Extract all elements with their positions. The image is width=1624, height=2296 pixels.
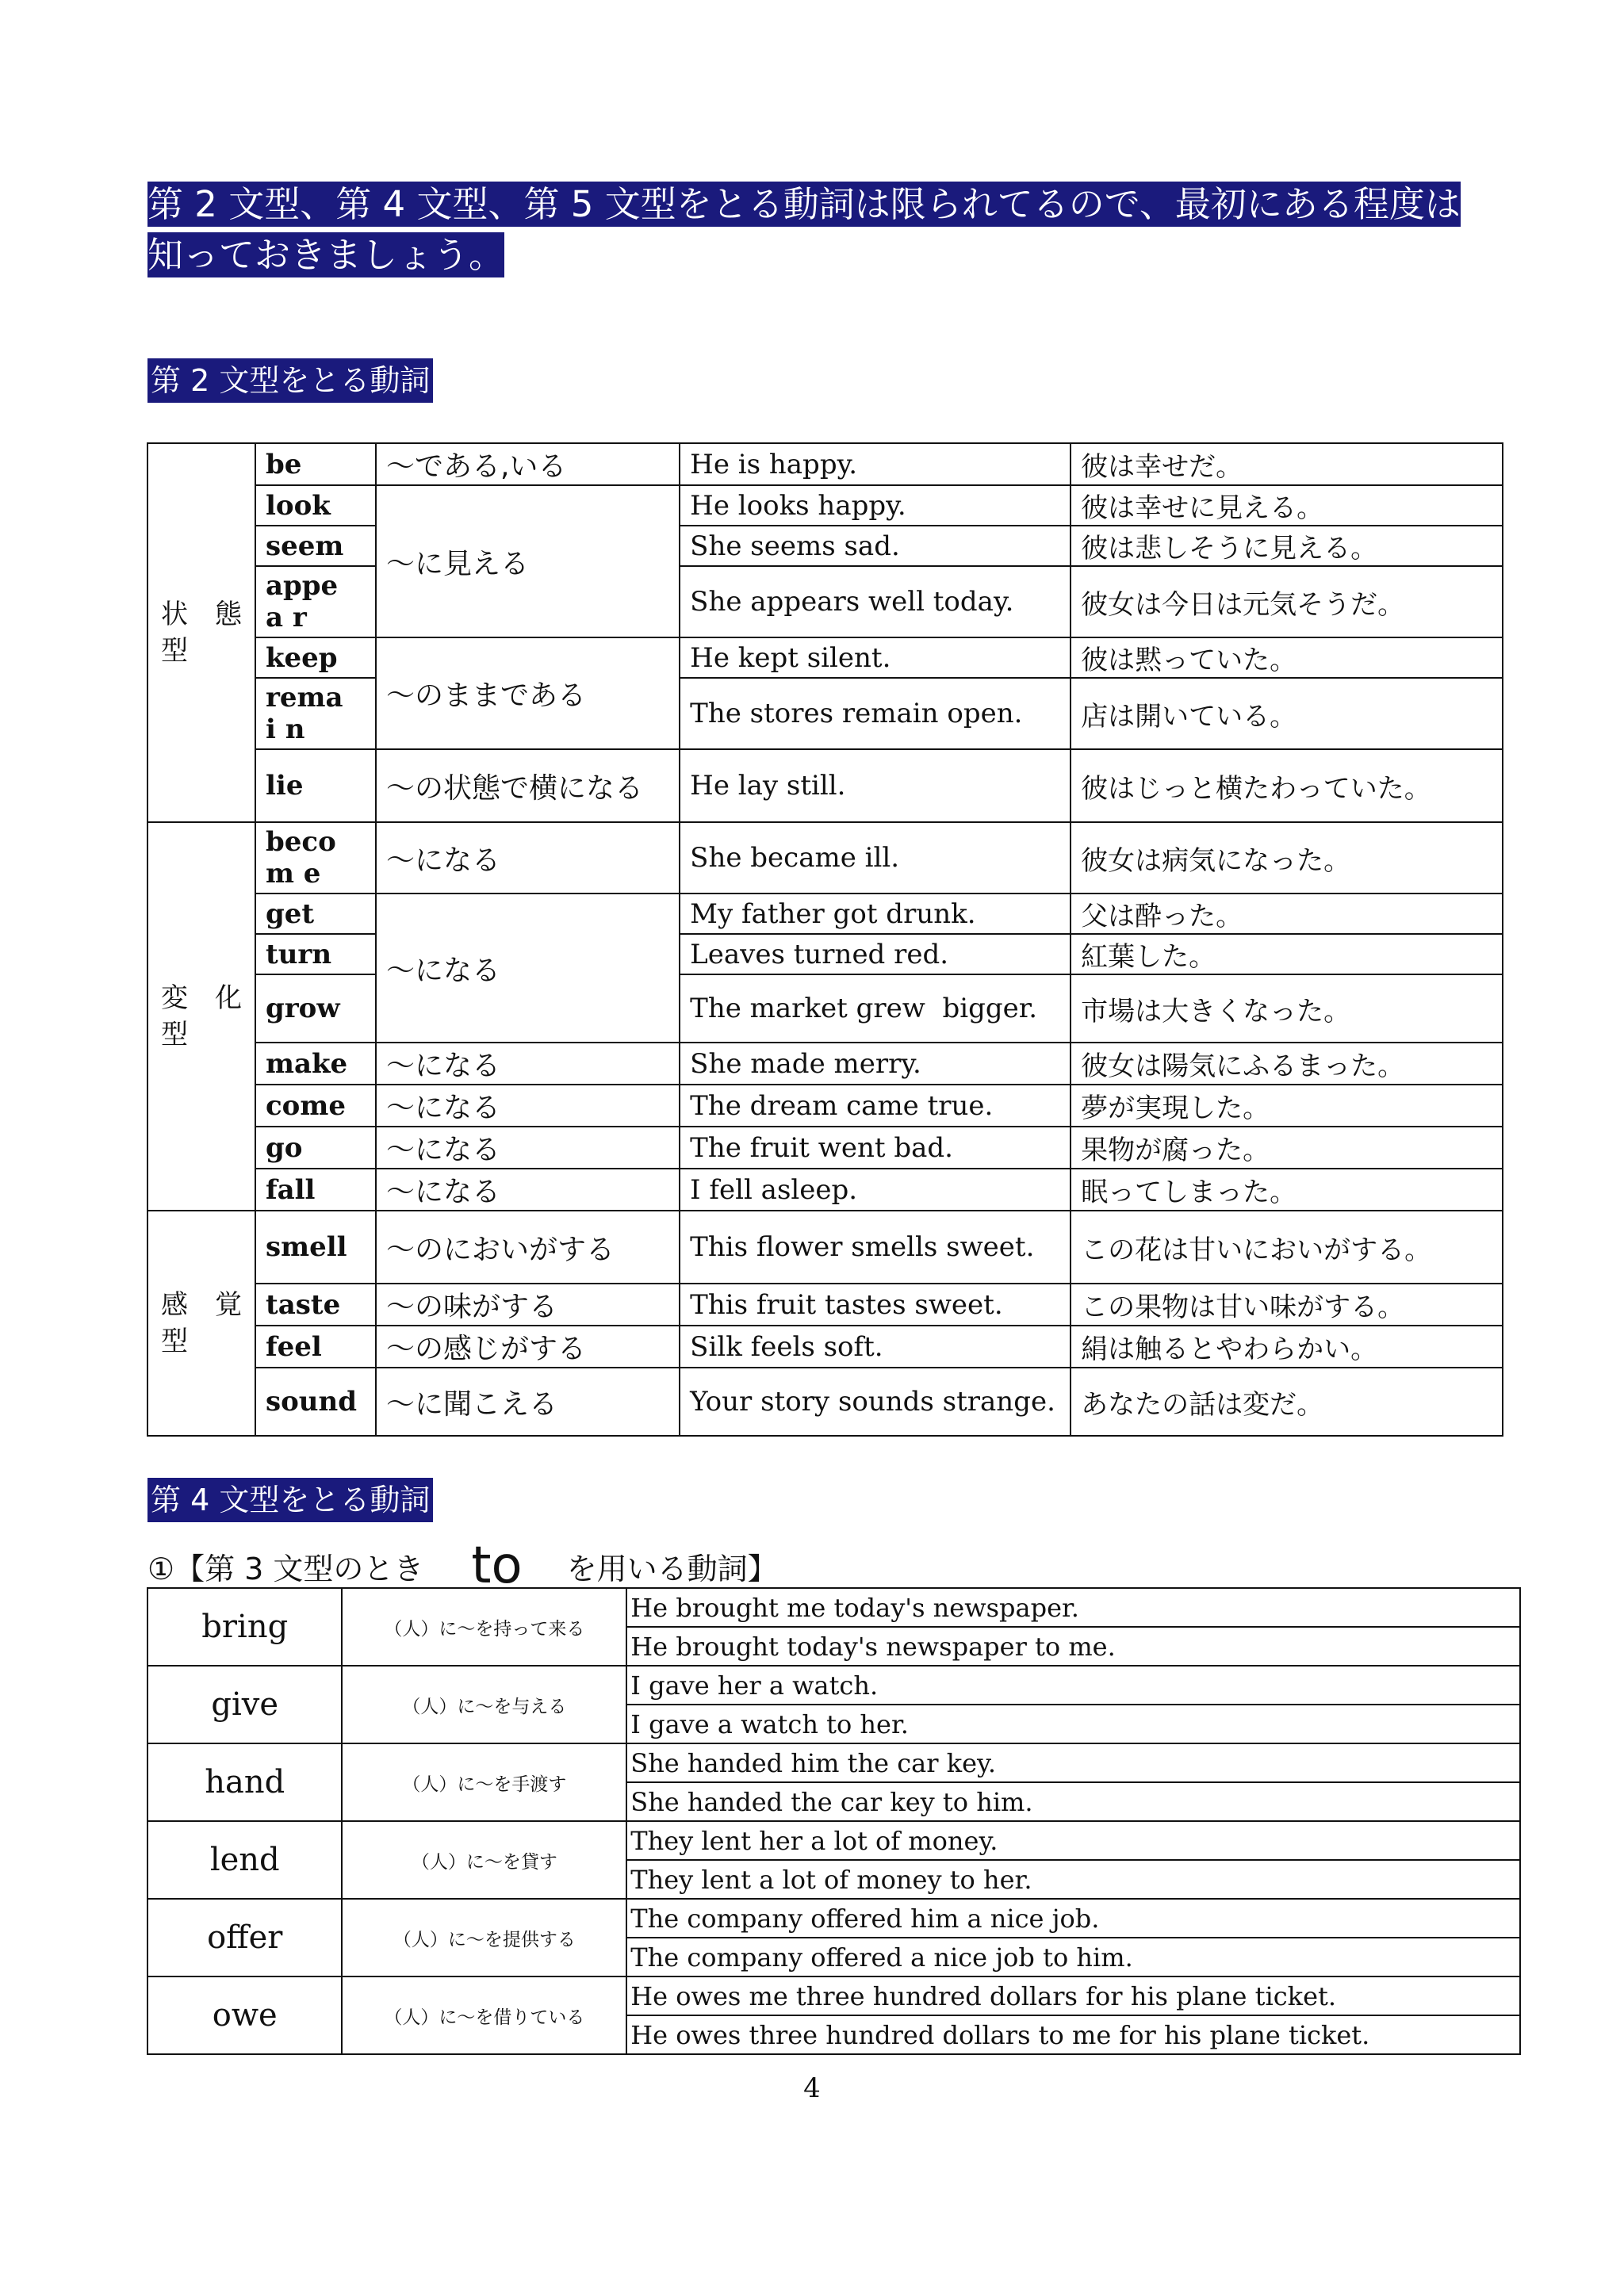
example-ja: この花は甘いにおいがする。: [1071, 1211, 1503, 1284]
meaning-cell: 〜のままである: [376, 637, 680, 749]
example-sentence: They lent a lot of money to her.: [626, 1860, 1520, 1899]
gloss-cell: （人）に〜を貸す: [342, 1821, 626, 1899]
table-row: [147, 1127, 1503, 1169]
example-ja: 彼は悲しそうに見える。: [1071, 526, 1503, 566]
table-row: [147, 566, 1503, 637]
example-en: He kept silent.: [680, 637, 1071, 678]
example-ja: 市場は大きくなった。: [1071, 974, 1503, 1043]
table-row: [147, 1326, 1503, 1368]
gloss-cell: （人）に〜を提供する: [342, 1899, 626, 1976]
verb-cell: [255, 822, 376, 894]
verb-text: appea r: [265, 570, 339, 633]
category-cell: [147, 822, 255, 1211]
verb-cell: smell: [255, 1211, 376, 1284]
table-row: [147, 1821, 1520, 1860]
example-sentence: They lent her a lot of money.: [626, 1821, 1520, 1860]
example-sentence: He brought today's newspaper to me.: [626, 1627, 1520, 1666]
table-row: [147, 1976, 1520, 2015]
example-en: The fruit went bad.: [680, 1127, 1071, 1169]
table-row: [147, 526, 1503, 566]
verb-cell: [255, 566, 376, 637]
example-ja: あなたの話は変だ。: [1071, 1368, 1503, 1436]
verb-cell: lend: [147, 1821, 342, 1899]
sub-heading-suffix: を用いる動詞】: [566, 1552, 778, 1586]
table-row: [147, 1899, 1520, 1938]
gloss-cell: （人）に〜を与える: [342, 1666, 626, 1743]
example-en: Silk feels soft.: [680, 1326, 1071, 1368]
example-en: The stores remain open.: [680, 678, 1071, 749]
example-en: She made merry.: [680, 1043, 1071, 1085]
category-label: 変 化 型: [161, 982, 242, 1050]
gloss-cell: （人）に〜を手渡す: [342, 1743, 626, 1821]
verb-cell: bring: [147, 1588, 342, 1666]
table-row: [147, 485, 1503, 526]
meaning-cell: 〜の状態で横になる: [376, 749, 680, 822]
example-ja: 彼女は病気になった。: [1071, 822, 1503, 894]
section-heading-type2: 第 2 文型をとる動詞: [147, 358, 433, 403]
example-sentence: She handed him the car key.: [626, 1743, 1520, 1782]
sub-heading-prefix: ①【第 3 文型のとき: [147, 1552, 424, 1586]
example-ja: 彼は黙っていた。: [1071, 637, 1503, 678]
meaning-cell: 〜の感じがする: [376, 1326, 680, 1368]
meaning-cell: 〜に聞こえる: [376, 1368, 680, 1436]
example-ja: 彼女は今日は元気そうだ。: [1071, 566, 1503, 637]
example-sentence: I gave a watch to her.: [626, 1705, 1520, 1743]
verb-cell: offer: [147, 1899, 342, 1976]
verb-cell: turn: [255, 934, 376, 974]
verb-cell: get: [255, 894, 376, 934]
verb-cell: grow: [255, 974, 376, 1043]
table-row: [147, 1085, 1503, 1127]
category-label: 状 態 型: [161, 599, 242, 667]
verb-cell: seem: [255, 526, 376, 566]
table-row: [147, 1169, 1503, 1211]
table-row: [147, 1043, 1503, 1085]
meaning-cell: 〜のにおいがする: [376, 1211, 680, 1284]
table-row: [147, 1588, 1520, 1627]
example-en: This flower smells sweet.: [680, 1211, 1071, 1284]
verb-cell: lie: [255, 749, 376, 822]
verb-cell: owe: [147, 1976, 342, 2054]
example-en: He is happy.: [680, 443, 1071, 485]
example-en: She seems sad.: [680, 526, 1071, 566]
table-row: [147, 749, 1503, 822]
example-sentence: She handed the car key to him.: [626, 1782, 1520, 1821]
verb-cell: be: [255, 443, 376, 485]
sub-heading-to: to: [471, 1536, 523, 1595]
table-row: [147, 1743, 1520, 1782]
section-heading-type4: 第 4 文型をとる動詞: [147, 1478, 433, 1522]
table-row: [147, 934, 1503, 974]
type2-verb-table: [147, 442, 1503, 1437]
example-sentence: He owes three hundred dollars to me for his plane ticket.: [626, 2015, 1520, 2054]
meaning-cell: 〜になる: [376, 894, 680, 1043]
example-en: He lay still.: [680, 749, 1071, 822]
verb-text: remai n: [265, 682, 343, 745]
verb-cell: [255, 678, 376, 749]
verb-cell: keep: [255, 637, 376, 678]
meaning-cell: 〜になる: [376, 1085, 680, 1127]
verb-cell: taste: [255, 1284, 376, 1326]
example-ja: 絹は触るとやわらかい。: [1071, 1326, 1503, 1368]
example-en: He looks happy.: [680, 485, 1071, 526]
verb-cell: look: [255, 485, 376, 526]
example-en: Your story sounds strange.: [680, 1368, 1071, 1436]
verb-cell: give: [147, 1666, 342, 1743]
example-ja: 店は開いている。: [1071, 678, 1503, 749]
example-en: I fell asleep.: [680, 1169, 1071, 1211]
table-row: [147, 894, 1503, 934]
table-row: [147, 1284, 1503, 1326]
table-row: [147, 678, 1503, 749]
page-number: 4: [803, 2072, 821, 2104]
meaning-cell: 〜に見える: [376, 485, 680, 637]
table-row: [147, 443, 1503, 485]
example-ja: この果物は甘い味がする。: [1071, 1284, 1503, 1326]
example-en: The dream came true.: [680, 1085, 1071, 1127]
category-cell: [147, 1211, 255, 1436]
intro-heading: [147, 179, 1496, 281]
example-sentence: I gave her a watch.: [626, 1666, 1520, 1705]
verb-cell: fall: [255, 1169, 376, 1211]
example-en: The market grew bigger.: [680, 974, 1071, 1043]
meaning-cell: 〜になる: [376, 1043, 680, 1085]
example-ja: 紅葉した。: [1071, 934, 1503, 974]
example-sentence: He owes me three hundred dollars for his plane ticket.: [626, 1976, 1520, 2015]
table-row: [147, 974, 1503, 1043]
example-ja: 果物が腐った。: [1071, 1127, 1503, 1169]
table-row: [147, 1368, 1503, 1436]
example-ja: 父は酔った。: [1071, 894, 1503, 934]
example-en: My father got drunk.: [680, 894, 1071, 934]
example-sentence: He brought me today's newspaper.: [626, 1588, 1520, 1627]
gloss-cell: （人）に〜を借りている: [342, 1976, 626, 2054]
verb-cell: come: [255, 1085, 376, 1127]
table-row: [147, 1211, 1503, 1284]
example-en: Leaves turned red.: [680, 934, 1071, 974]
meaning-cell: 〜の味がする: [376, 1284, 680, 1326]
verb-cell: go: [255, 1127, 376, 1169]
table-row: [147, 822, 1503, 894]
type4-verb-table: [147, 1587, 1521, 2055]
meaning-cell: 〜である,いる: [376, 443, 680, 485]
verb-cell: make: [255, 1043, 376, 1085]
verb-cell: feel: [255, 1326, 376, 1368]
verb-cell: hand: [147, 1743, 342, 1821]
verb-cell: sound: [255, 1368, 376, 1436]
example-en: This fruit tastes sweet.: [680, 1284, 1071, 1326]
example-ja: 彼は幸せに見える。: [1071, 485, 1503, 526]
example-ja: 彼女は陽気にふるまった。: [1071, 1043, 1503, 1085]
example-en: She became ill.: [680, 822, 1071, 894]
gloss-cell: （人）に〜を持って来る: [342, 1588, 626, 1666]
table-row: [147, 637, 1503, 678]
category-cell: [147, 443, 255, 822]
table-row: [147, 1666, 1520, 1705]
sub-heading: [147, 1533, 778, 1595]
intro-text: 第 2 文型、第 4 文型、第 5 文型をとる動詞は限られてるので、最初にある程度は知っておきましょう。: [147, 183, 1461, 276]
example-ja: 彼は幸せだ。: [1071, 443, 1503, 485]
category-label: 感 覚 型: [161, 1289, 242, 1357]
verb-text: becom e: [265, 826, 336, 890]
example-sentence: The company offered a nice job to him.: [626, 1938, 1520, 1976]
meaning-cell: 〜になる: [376, 1169, 680, 1211]
meaning-cell: 〜になる: [376, 822, 680, 894]
example-en: She appears well today.: [680, 566, 1071, 637]
example-sentence: The company offered him a nice job.: [626, 1899, 1520, 1938]
example-ja: 眠ってしまった。: [1071, 1169, 1503, 1211]
example-ja: 夢が実現した。: [1071, 1085, 1503, 1127]
meaning-cell: 〜になる: [376, 1127, 680, 1169]
example-ja: 彼はじっと横たわっていた。: [1071, 749, 1503, 822]
